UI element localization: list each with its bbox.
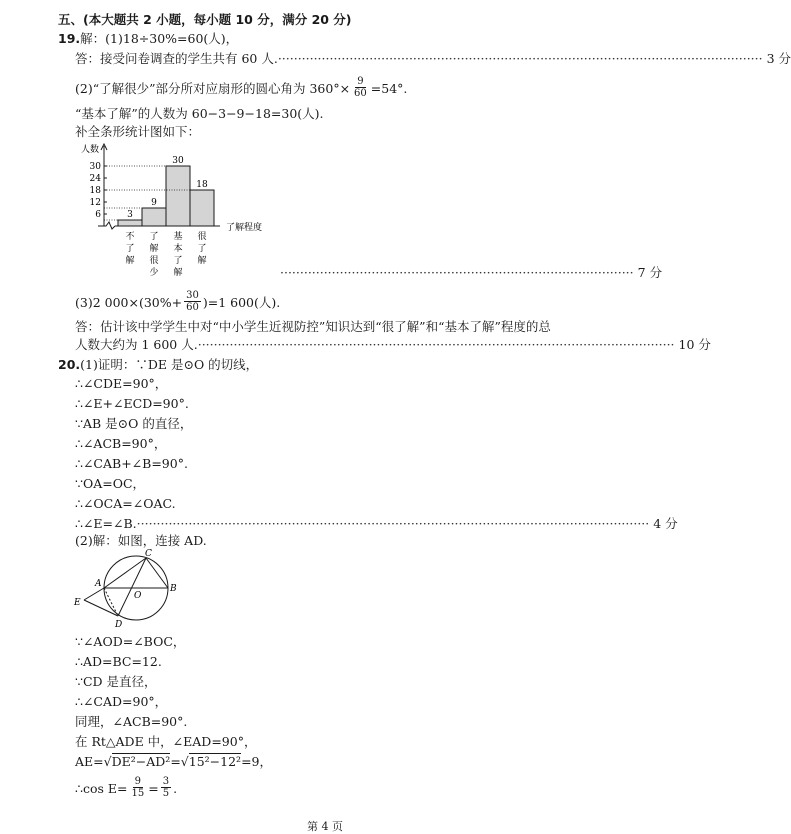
category-label-char: 了 bbox=[149, 232, 159, 242]
q19-part3: “基本了解”的人数为 60−3−9−18=30(人). bbox=[75, 106, 324, 121]
q19-part4: 补全条形统计图如下： bbox=[75, 124, 201, 139]
leader-dots: ·························································································································· bbox=[277, 51, 763, 66]
category-label-char: 解 bbox=[125, 256, 135, 266]
q20-l18-pre: ∴cos E= bbox=[75, 781, 128, 796]
fraction-9-15 bbox=[129, 776, 146, 799]
segment-ed bbox=[84, 600, 118, 616]
q19-part2 bbox=[75, 78, 407, 101]
segment-ac bbox=[104, 558, 146, 588]
y-tick-label: 12 bbox=[89, 198, 101, 208]
y-tick-label: 24 bbox=[89, 174, 101, 184]
bar-chart bbox=[72, 140, 302, 280]
y-tick-label: 30 bbox=[89, 162, 101, 172]
y-axis-label: 人数 bbox=[80, 145, 100, 155]
radicand-1: DE²−AD² bbox=[111, 754, 171, 769]
q20-l16: 在 Rt△ADE 中，∠EAD=90°， bbox=[75, 734, 257, 749]
leader-dots: ························································································································ bbox=[197, 337, 675, 352]
segment-ea bbox=[84, 588, 104, 600]
equals: = bbox=[148, 781, 159, 796]
category-label-char: 很 bbox=[197, 232, 207, 242]
category-label-char: 了 bbox=[125, 244, 135, 254]
q20-l11: ∵∠AOD=∠BOC， bbox=[75, 634, 186, 649]
q20-line-1 bbox=[58, 357, 258, 373]
q20-l6: ∴∠CAB+∠B=90°. bbox=[75, 456, 188, 471]
fraction-numerator: 30 bbox=[186, 290, 199, 301]
q20-l2: ∴∠CDE=90°， bbox=[75, 376, 168, 391]
category-label-char: 本 bbox=[173, 244, 183, 254]
circle-figure bbox=[70, 548, 190, 633]
category-label-char: 解 bbox=[173, 268, 183, 278]
q19-score2: 7 分 bbox=[637, 265, 663, 280]
q20-l18 bbox=[75, 778, 177, 801]
bar-value-label: 9 bbox=[151, 198, 157, 208]
category-label-char: 解 bbox=[149, 244, 159, 254]
q19-part5-text: (3)2 000×(30%+ bbox=[75, 295, 183, 310]
fraction-denominator: 60 bbox=[186, 302, 199, 313]
q20-l17 bbox=[75, 754, 272, 770]
fraction-30-60 bbox=[184, 290, 201, 313]
label-e: E bbox=[74, 598, 81, 608]
q20-l7: ∵OA=OC， bbox=[75, 476, 146, 491]
category-label-char: 不 bbox=[125, 232, 135, 242]
segment-cd bbox=[118, 558, 146, 616]
category-label-char: 解 bbox=[197, 256, 207, 266]
bar-基本了解 bbox=[166, 166, 190, 226]
bar-value-label: 18 bbox=[196, 180, 208, 190]
label-c: C bbox=[145, 549, 152, 559]
q19-part2-text: (2)“了解很少”部分所对应扇形的圆心角为 360°× bbox=[75, 81, 351, 96]
period: . bbox=[173, 781, 178, 796]
category-label-char: 了 bbox=[197, 244, 207, 254]
q19-answer3a: 答：估计该中学学生中对“中小学生近视防控”知识达到“很了解”和“基本了解”程度的总 bbox=[75, 319, 551, 334]
fraction-denominator: 60 bbox=[354, 88, 367, 99]
q20-l14: ∴∠CAD=90°， bbox=[75, 694, 168, 709]
fraction-denominator: 15 bbox=[131, 788, 145, 799]
category-label-char: 了 bbox=[173, 256, 183, 266]
q20-score1: 4 分 bbox=[653, 516, 678, 531]
q20-l12: ∴AD=BC=12. bbox=[75, 654, 162, 669]
y-tick-label: 6 bbox=[95, 210, 101, 220]
q19-number: 19. bbox=[58, 31, 81, 46]
q20-l13: ∵CD 是直径， bbox=[75, 674, 157, 689]
q20-l10: (2)解：如图，连接 AD. bbox=[75, 533, 207, 548]
label-b: B bbox=[170, 584, 177, 594]
x-axis-label: 了解程度 bbox=[225, 223, 263, 233]
bar-不了解 bbox=[118, 220, 142, 226]
fraction-numerator: 3 bbox=[162, 776, 170, 787]
q19-answer3b-line bbox=[75, 337, 711, 353]
q20-l17-pre: AE= bbox=[75, 754, 104, 769]
page-footer: 第 4 页 bbox=[307, 820, 343, 833]
q20-l9: ∴∠E=∠B. bbox=[75, 516, 137, 531]
sqrt-sign: √ bbox=[103, 754, 112, 769]
q19-answer3b: 人数大约为 1 600 人. bbox=[75, 337, 198, 352]
q19-part5-result: )=1 600(人). bbox=[202, 295, 281, 310]
category-label-char: 很 bbox=[149, 256, 159, 266]
leader-dots: ································································································································· bbox=[136, 516, 650, 531]
equals: = bbox=[170, 754, 181, 769]
q20-l15: 同理，∠ACB=90°. bbox=[75, 714, 188, 729]
q20-l9-line bbox=[75, 516, 678, 532]
q20-l4: ∵AB 是⊙O 的直径， bbox=[75, 416, 193, 431]
fraction-3-5 bbox=[161, 776, 171, 799]
q20-l8: ∴∠OCA=∠OAC. bbox=[75, 496, 176, 511]
q20-l5: ∴∠ACB=90°， bbox=[75, 436, 167, 451]
y-tick-label: 18 bbox=[89, 186, 101, 196]
leader-dots: ························································································· bbox=[280, 265, 634, 280]
fraction-denominator: 5 bbox=[162, 788, 170, 799]
label-o: O bbox=[134, 591, 142, 601]
q19-score2-line bbox=[280, 265, 663, 281]
q19-score3: 10 分 bbox=[678, 337, 711, 352]
bar-了解很少 bbox=[142, 208, 166, 226]
q19-part5 bbox=[75, 292, 280, 315]
q19-answer1-line bbox=[75, 51, 791, 67]
q19-part1: 解：(1)18÷30%=60(人)， bbox=[80, 31, 239, 46]
q19-answer1: 答：接受问卷调查的学生共有 60 人. bbox=[75, 51, 278, 66]
q19-line-1 bbox=[58, 31, 238, 47]
category-label-char: 基 bbox=[173, 232, 183, 242]
sqrt-sign: √ bbox=[180, 754, 189, 769]
fraction-numerator: 9 bbox=[357, 76, 364, 87]
x-axis-break bbox=[98, 222, 115, 229]
segment-ad-dashed bbox=[104, 588, 118, 616]
q20-l3: ∴∠E+∠ECD=90°. bbox=[75, 396, 189, 411]
section-title: 五、(本大题共 2 小题，每小题 10 分，满分 20 分) bbox=[58, 12, 352, 27]
bar-value-label: 3 bbox=[127, 210, 133, 220]
label-a: A bbox=[95, 579, 102, 589]
bar-很了解 bbox=[190, 190, 214, 226]
q20-l17-post: =9， bbox=[241, 754, 273, 769]
label-d: D bbox=[115, 620, 123, 630]
radicand-2: 15²−12² bbox=[188, 754, 242, 769]
q19-score1: 3 分 bbox=[766, 51, 791, 66]
bar-value-label: 30 bbox=[172, 156, 184, 166]
fraction-9-60 bbox=[352, 76, 369, 99]
q20-number: 20. bbox=[58, 357, 81, 372]
q20-l1: (1)证明：∵DE 是⊙O 的切线， bbox=[80, 357, 259, 372]
q19-part2-result: =54°. bbox=[370, 81, 408, 96]
category-label-char: 少 bbox=[149, 268, 159, 278]
fraction-numerator: 9 bbox=[134, 776, 142, 787]
